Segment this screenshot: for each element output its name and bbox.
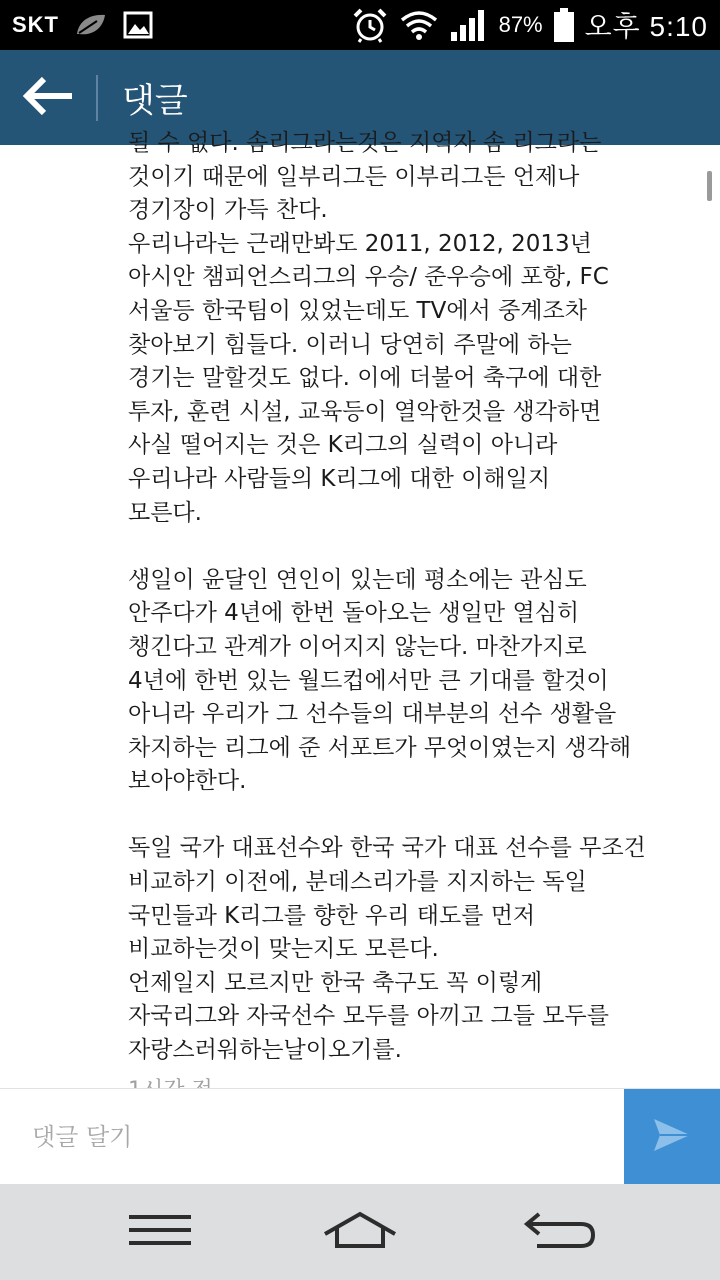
comment-line: 찾아보기 힘들다. 이러니 당연히 주말에 하는 bbox=[128, 331, 572, 358]
comment-line: 우리나라 사람들의 K리그에 대한 이해일지 bbox=[128, 465, 551, 492]
comment-line: 언제일지 모르지만 한국 축구도 꼭 이렇게 bbox=[128, 969, 543, 996]
home-icon bbox=[321, 1210, 399, 1254]
page-title: 댓글 bbox=[122, 81, 188, 121]
paragraph-gap bbox=[128, 530, 688, 564]
battery-icon bbox=[553, 7, 575, 43]
comment-line: 국민들과 K리그를 향한 우리 태도를 먼저 bbox=[128, 902, 536, 929]
comment-line: 비교하는것이 맞는지도 모른다. bbox=[128, 936, 439, 963]
back-button[interactable] bbox=[0, 50, 96, 145]
arrow-left-icon bbox=[22, 76, 74, 120]
comment-line: 경기는 말할것도 없다. 이에 더불어 축구에 대한 bbox=[128, 365, 602, 392]
comment-line: 것이기 때문에 일부리그든 이부리그든 언제나 bbox=[128, 163, 580, 190]
leaf-icon bbox=[73, 12, 109, 38]
comment-line: 4년에 한번 있는 월드컵에서만 큰 기대를 할것이 bbox=[128, 667, 609, 694]
return-icon bbox=[523, 1210, 597, 1254]
comment-line: 자랑스러워하는날이오기를. bbox=[128, 1037, 402, 1064]
comment-line: 비교하기 이전에, 분데스리가를 지지하는 독일 bbox=[128, 869, 587, 896]
comment-line: 자국리그와 자국선수 모두를 아끼고 그들 모두를 bbox=[128, 1003, 609, 1030]
comment-line: 챙긴다고 관계가 이어지지 않는다. 마찬가지로 bbox=[128, 633, 587, 660]
comment-line: 안주다가 4년에 한번 돌아오는 생일만 열심히 bbox=[128, 600, 580, 627]
comment-line: 보아야한다. bbox=[128, 768, 247, 795]
comment-line: 서울등 한국팀이 있었는데도 TV에서 중계조차 bbox=[128, 297, 587, 324]
comment-line: 생일이 윤달인 연인이 있는데 평소에는 관심도 bbox=[128, 566, 587, 593]
comment-body bbox=[128, 127, 688, 1107]
image-icon bbox=[123, 11, 153, 39]
comment-content[interactable] bbox=[0, 130, 720, 1088]
comment-line: 우리나라는 근래만봐도 2011, 2012, 2013년 bbox=[128, 230, 592, 257]
comment-line: 경기장이 가득 찬다. bbox=[128, 197, 328, 224]
comment-line: 독일 국가 대표선수와 한국 국가 대표 선수를 무조건 bbox=[128, 835, 646, 862]
battery-percent: 87% bbox=[498, 12, 543, 37]
menu-icon bbox=[127, 1213, 193, 1251]
signal-strength-icon bbox=[449, 8, 489, 42]
wifi-icon bbox=[399, 10, 439, 40]
navigation-bar bbox=[0, 1184, 720, 1280]
send-icon bbox=[652, 1117, 692, 1157]
status-time: 오후 5:10 bbox=[584, 11, 708, 42]
menu-button[interactable] bbox=[110, 1192, 210, 1272]
comment-line: 사실 떨어지는 것은 K리그의 실력이 아니라 bbox=[128, 432, 558, 459]
comment-line: 아니라 우리가 그 선수들의 대부분의 선수 생활을 bbox=[128, 701, 617, 728]
home-button[interactable] bbox=[310, 1192, 410, 1272]
comment-input[interactable] bbox=[0, 1089, 624, 1184]
status-bar bbox=[0, 0, 720, 50]
comment-line: 투자, 훈련 시설, 교육등이 열악한것을 생각하면 bbox=[128, 398, 602, 425]
carrier-name: SKT bbox=[12, 12, 59, 37]
comment-line: 될 수 없다. 솜리그라는것은 지역자 솜 리그라는 bbox=[128, 130, 602, 156]
comment-input-bar bbox=[0, 1088, 720, 1184]
comment-line: 차지하는 리그에 준 서포트가 무엇이였는지 생각해 bbox=[128, 734, 632, 761]
paragraph-gap bbox=[128, 799, 688, 833]
comment-line: 모른다. bbox=[128, 499, 202, 526]
header-divider bbox=[96, 75, 98, 121]
scrollbar[interactable] bbox=[707, 171, 712, 201]
status-right bbox=[351, 5, 708, 45]
send-button[interactable] bbox=[624, 1089, 720, 1184]
return-button[interactable] bbox=[510, 1192, 610, 1272]
alarm-clock-icon bbox=[351, 7, 389, 43]
status-left bbox=[12, 11, 153, 39]
comment-line: 아시안 챔피언스리그의 우승/ 준우승에 포항, FC bbox=[128, 264, 609, 291]
